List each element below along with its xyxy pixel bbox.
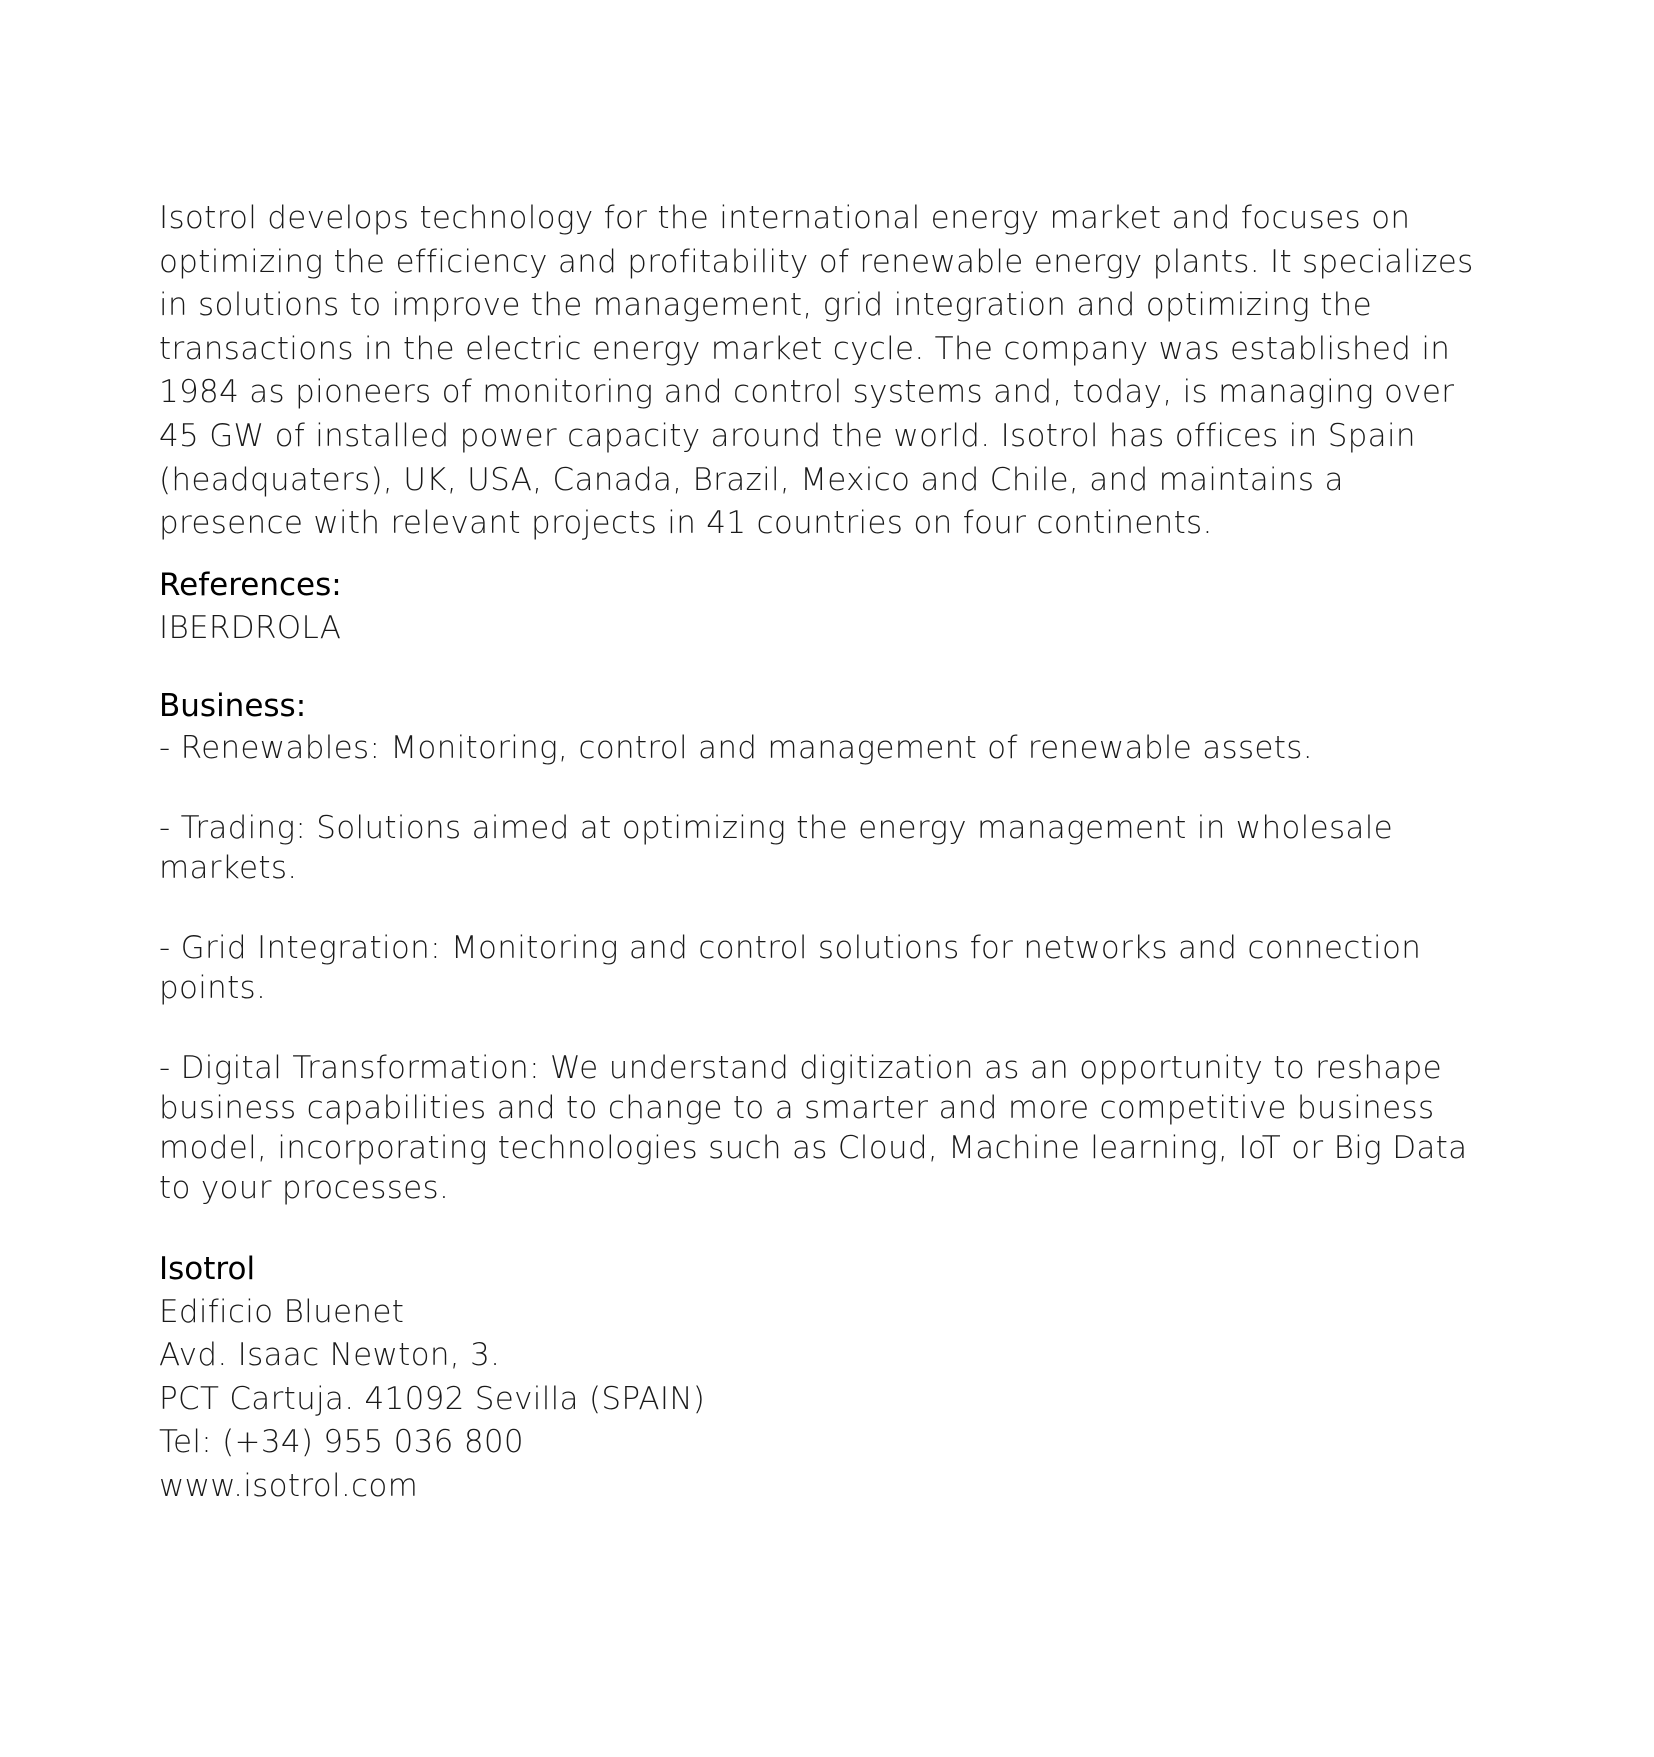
address-street: Avd. Isaac Newton, 3. bbox=[159, 1337, 501, 1374]
document-page bbox=[159, 197, 1499, 1508]
business-section bbox=[159, 685, 1499, 1208]
references-section bbox=[159, 564, 1499, 650]
business-item-digital-transformation: - Digital Transformation: We understand digitization as an opportunity to reshape business capabilities and to change to a smarter and more competitive business model, incorporating technologies such as Cloud, Machine learning, IoT or Big Data to your processes. bbox=[159, 1049, 1468, 1206]
address-city: PCT Cartuja. 41092 Sevilla (SPAIN) bbox=[159, 1380, 706, 1417]
address-building: Edificio Bluenet bbox=[159, 1293, 405, 1330]
business-list bbox=[159, 728, 1499, 1208]
business-item-renewables: - Renewables: Monitoring, control and management of renewable assets. bbox=[159, 729, 1313, 766]
business-heading: Business: bbox=[159, 687, 307, 724]
phone-number: Tel: (+34) 955 036 800 bbox=[159, 1424, 524, 1461]
reference-item: IBERDROLA bbox=[159, 609, 342, 646]
company-name: Isotrol bbox=[159, 1250, 256, 1287]
contact-section bbox=[159, 1248, 1499, 1509]
business-item-trading: - Trading: Solutions aimed at optimizing the energy management in wholesale markets. bbox=[159, 809, 1393, 886]
website-link[interactable]: www.isotrol.com bbox=[159, 1467, 419, 1504]
references-heading: References: bbox=[159, 566, 342, 603]
business-item-grid-integration: - Grid Integration: Monitoring and control solutions for networks and connection points. bbox=[159, 929, 1422, 1006]
intro-paragraph: Isotrol develops technology for the international energy market and focuses on optimizing the efficiency and profitability of renewable energy plants. It specializes in solutions to improve the management, grid integration and optimizing the transactions in the electric energy market cycle. The company was established in 1984 as pioneers of monitoring and control systems and, today, is managing over 45 GW of installed power capacity around the world. Isotrol has offices in Spain (headquaters), UK, USA, Canada, Brazil, Mexico and Chile, and maintains a presence with relevant projects in 41 countries on four continents. bbox=[159, 200, 1474, 542]
